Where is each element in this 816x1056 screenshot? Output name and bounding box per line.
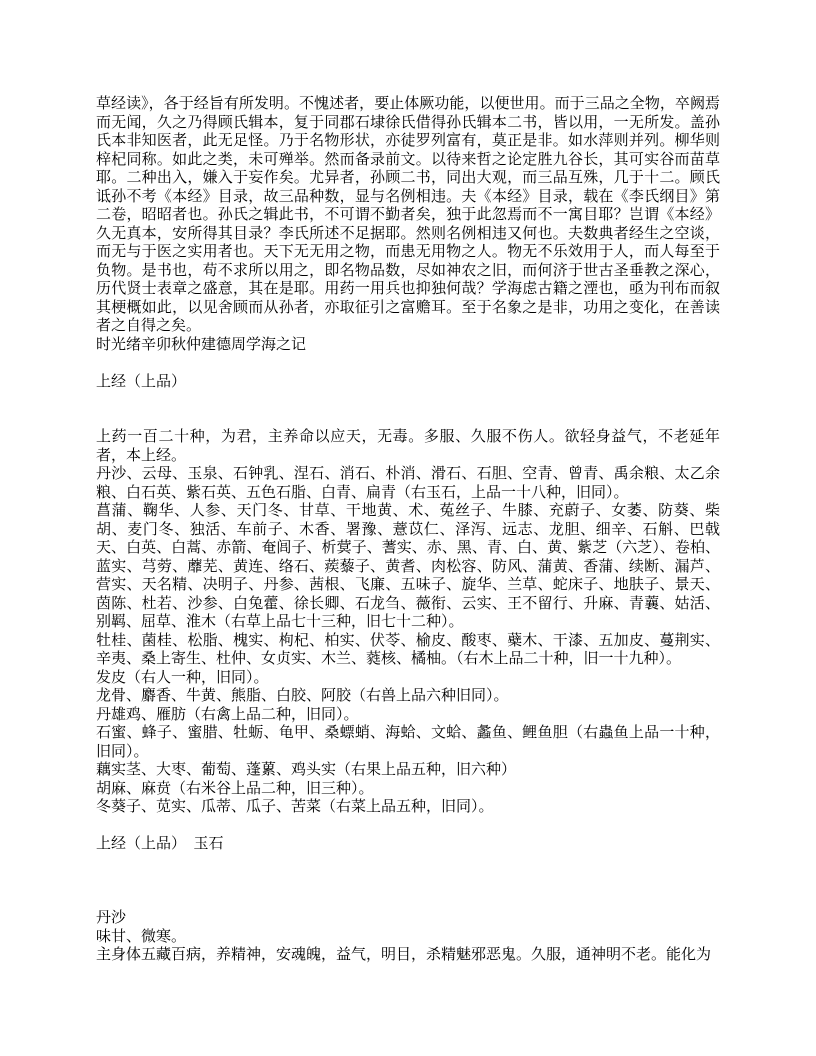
list-paragraph-human: 发皮（右人一种，旧同）。: [96, 669, 269, 686]
blank-line: [96, 854, 720, 873]
preface-paragraph: 草经读》，各于经旨有所发明。不愧述者，要止体厥功能，以便世用。而于三品之全物，卒阙焉而无闻，久之乃得顾氏辑本，复于同郡石埭徐氏借得孙氏辑本二书，皆以用，一无所发。盖孙氏本非知医者，此无足怪。乃于名物形状，亦徒罗列富有，莫正是非。如水萍则并列。柳华则梓杞同称。如此之类，未可殚举。然而备录前文。以待来哲之论定胜九谷长，其可实谷而苗草耶。二种出入，嫌入于妄作矣。尤异者，孙顾二书，同出大观，而三品互殊，几于十二。顾氏诋孙不考《本经》目录，故三品种数，显与名例相违。夫《本经》目录，载在《李氏纲目》第二卷，昭昭者也。孙氏之辑此书，不可谓不勤者矣，独于此忽焉而不一寓目耶？岂谓《本经》久无真本，安所得其目录？李氏所述不足据耶。然则名例相违又何也。夫数典者经生之空谈，而无与于医之实用者也。天下无无用之物，而患无用物之人。物无不乐效用于人，而人每至于负物。是书也，苟不求所以用之，即名物品数，尽如神农之旧，而何济于世古圣垂教之深心，历代贤士表章之盛意，其在是耶。用药一用兵也抑独何哉？学海虑古籍之湮也，亟为刊布而叙其梗概如此，以见舍顾而从孙者，亦取征引之富赡耳。至于名象之是非，功用之变化，在善读者之自得之矣。: [96, 96, 720, 334]
upper-drugs-intro-paragraph: 上药一百二十种，为君，主养命以应天，无毒。多服、久服不伤人。欲轻身益气，不老延年者，本上经。: [96, 429, 720, 464]
blank-line: [96, 817, 720, 836]
list-paragraph-woods: 牡桂、菌桂、松脂、槐实、枸杞、柏实、伏苓、榆皮、酸枣、蘗木、干漆、五加皮、蔓荆实、辛夷、桑上寄生、杜仲、女贞实、木兰、蕤核、橘柚。（右木上品二十种，旧一十九种）。: [96, 632, 720, 667]
blank-line: [96, 391, 720, 410]
list-paragraph-jade-stone: 丹沙、云母、玉泉、石钟乳、涅石、消石、朴消、滑石、石胆、空青、曾青、禹余粮、太乙余粮、白石英、紫石英、五色石脂、白青、扁青（右玉石，上品一十八种，旧同）。: [96, 466, 720, 501]
entry-taste-line: 味甘、微寒。: [96, 928, 187, 945]
blank-line: [96, 410, 720, 429]
list-paragraph-insects-fish: 石蜜、蜂子、蜜腊、牡蛎、龟甲、桑螵蛸、海蛤、文蛤、蠡鱼、鲤鱼胆（右蟲鱼上品一十种，旧同）。: [96, 725, 720, 760]
list-paragraph-vegetables: 冬葵子、苋实、瓜蒂、瓜子、苦菜（右菜上品五种，旧同）。: [96, 799, 494, 815]
section-heading-jade-stone: 上经（上品） 玉石: [96, 836, 224, 852]
list-paragraph-beasts: 龙骨、麝香、牛黄、熊脂、白胶、阿胶（右兽上品六种旧同）。: [96, 688, 509, 704]
blank-line: [96, 354, 720, 373]
list-paragraph-grains: 胡麻、麻贲（右米谷上品二种，旧三种）。: [96, 780, 374, 797]
signature-line: 时光绪辛卯秋仲建德周学海之记: [96, 336, 307, 353]
section-heading-upper-canon: 上经（上品）: [96, 373, 187, 390]
blank-line: [96, 872, 720, 891]
blank-line: [96, 891, 720, 910]
list-paragraph-herbs: 菖蒲、鞠华、人参、天门冬、甘草、干地黄、术、菟丝子、牛膝、充蔚子、女萎、防葵、柴胡、麦门冬、独活、车前子、木香、署豫、薏苡仁、泽泻、远志、龙胆、细辛、石斛、巴戟天、白英、白蒿、赤箭、奄闾子、析蓂子、蓍实、赤、黑、青、白、黄、紫芝（六芝）、卷柏、蓝实、芎䓖、蘼芜、黄连、络石、蒺藜子、黄耆、肉松容、防风、蒲黄、香蒲、续断、漏芦、营实、天名精、决明子、丹参、茜根、飞廉、五味子、旋华、兰草、蛇床子、地肤子、景天、茵陈、杜若、沙参、白兔藿、徐长卿、石龙刍、薇衔、云实、王不留行、升麻、青蘘、姑活、别羁、屈草、淮木（右草上品七十三种，旧七十二种）。: [96, 503, 720, 630]
document-body: [96, 95, 720, 965]
list-paragraph-fruits: 藕实茎、大枣、葡萄、蓬蔂、鸡头实（右果上品五种，旧六种）: [96, 762, 517, 778]
entry-main-text: 主身体五藏百病，养精神，安魂魄，益气，明目，杀精魅邪恶鬼。久服，通神明不老。能化为: [96, 947, 712, 963]
entry-title-cinnabar: 丹沙: [96, 910, 127, 926]
list-paragraph-birds: 丹雄鸡、雁肪（右禽上品二种，旧同）。: [96, 706, 359, 723]
